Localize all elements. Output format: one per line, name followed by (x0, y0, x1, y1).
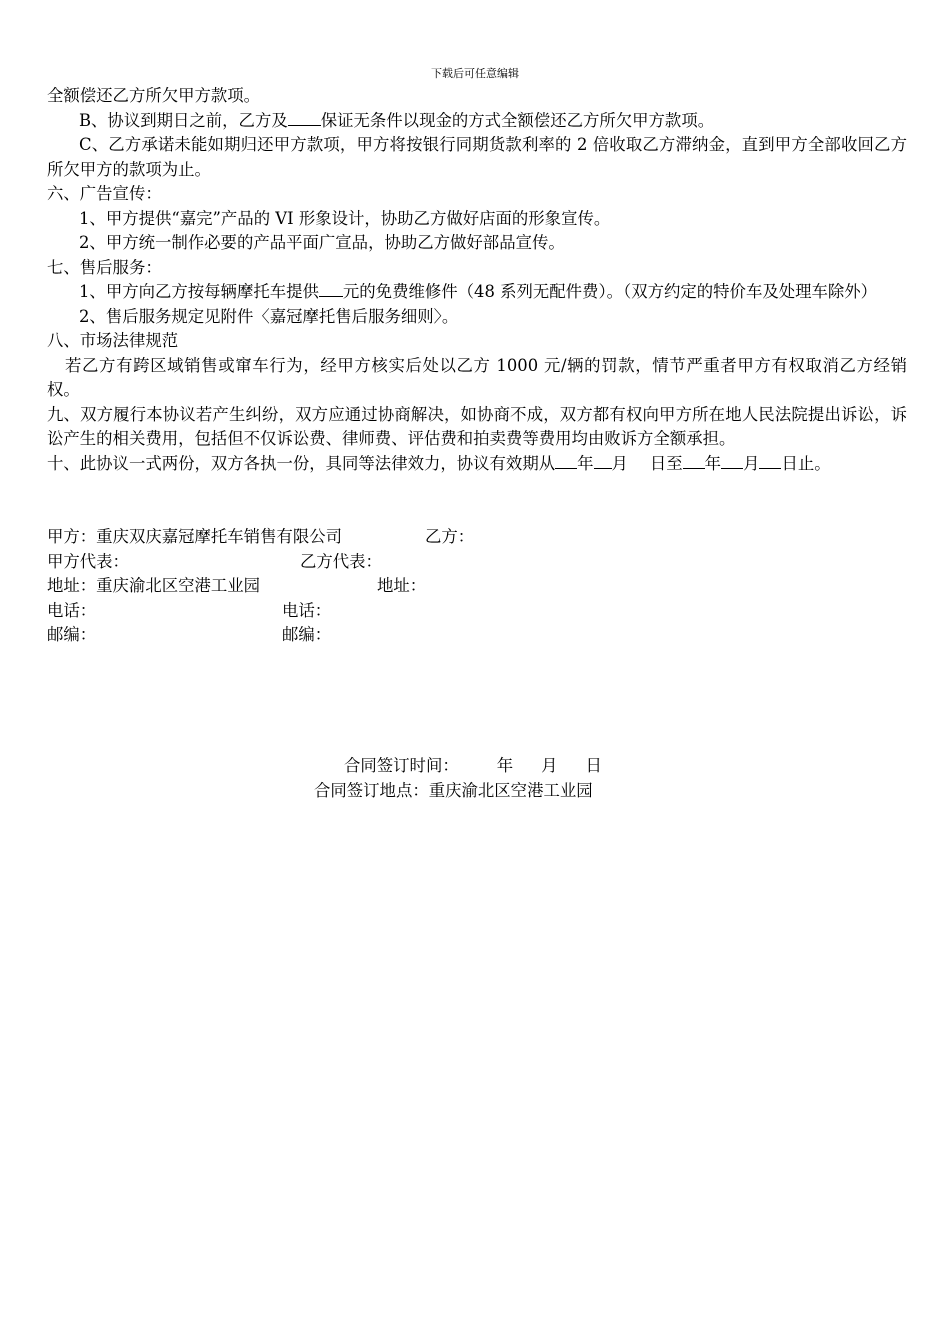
party-b-name: 乙方： (425, 527, 475, 546)
section-7-item-1-start: 1、甲方向乙方按每辆摩托车提供 (79, 282, 319, 301)
end-year-label: 年 (704, 453, 722, 473)
section-7-title: 七、售后服务： (47, 257, 162, 277)
signature-row-parties (47, 525, 907, 550)
signing-place: 合同签订地点：重庆渝北区空港工业园 (314, 780, 593, 800)
signature-row-address (47, 574, 907, 599)
section-8-title: 八、市场法律规范 (47, 331, 179, 350)
signature-row-phone (47, 599, 907, 624)
signing-year-label: 年 (496, 756, 514, 775)
party-b-zip: 邮编： (282, 625, 332, 644)
signing-time (0, 754, 950, 779)
blank-end-day (759, 452, 781, 469)
signing-day-label: 日 (585, 756, 602, 775)
party-b-address: 地址： (377, 576, 427, 595)
party-a-phone: 电话： (47, 600, 97, 620)
party-a-representative: 甲方代表： (47, 551, 129, 571)
section-10-text: 十、此协议一式两份，双方各执一份，具同等法律效力，协议有效期从 (47, 453, 556, 473)
clause-b (47, 109, 907, 134)
blank-end-month (721, 452, 743, 469)
clause-b-text-end: 保证无条件以现金的方式全额偿还乙方所欠甲方款项。 (320, 110, 715, 130)
signature-row-zip (47, 623, 907, 648)
start-month-label: 月 (611, 453, 628, 473)
blank-start-month (594, 452, 612, 469)
section-8-item-1: 若乙方有跨区域销售或窜车行为，经甲方核实后处以乙方 1000 元/辆的罚款，情节严重者甲方有权取消乙方经销权。 (47, 355, 907, 399)
paragraph-repay-full: 全额偿还乙方所欠甲方款项。 (47, 86, 261, 105)
section-7-item-1-end: 元的免费维修件（48 系列无配件费）。（双方约定的特价车及处理车除外） (342, 282, 878, 301)
header-note: 下载后可任意编辑 (431, 67, 519, 80)
signing-month-label: 月 (541, 756, 558, 775)
end-month-label: 月 (743, 453, 760, 473)
clause-b-text-start: B、协议到期日之前，乙方及 (79, 110, 288, 130)
section-6-item-2: 2、甲方统一制作必要的产品平面广宣品，协助乙方做好部品宣传。 (79, 233, 565, 252)
party-a-name: 甲方：重庆双庆嘉冠摩托车销售有限公司 (47, 527, 343, 546)
party-a-zip: 邮编： (47, 625, 97, 644)
spacer (47, 476, 907, 525)
start-day-label: 日至 (649, 453, 683, 473)
clause-c: C、乙方承诺未能如期归还甲方款项，甲方将按银行同期货款利率的 2 倍收取乙方滞纳金，直到甲方全部收回乙方所欠甲方的款项为止。 (47, 135, 907, 179)
party-a-address: 地址：重庆渝北区空港工业园 (47, 576, 261, 595)
party-b-representative: 乙方代表： (300, 551, 382, 571)
section-9: 九、双方履行本协议若产生纠纷，双方应通过协商解决，如协商不成，双方都有权向甲方所在地人民法院提出诉讼，诉讼产生的相关费用，包括但不仅诉讼费、律师费、评估费和拍卖费等费用均由败诉方全额承担。 (47, 404, 907, 448)
end-day-label: 日 (781, 453, 798, 473)
signature-row-representatives (47, 550, 907, 575)
blank-start-year (555, 452, 577, 469)
section-6-title: 六、广告宣传： (47, 184, 162, 203)
signing-time-label: 合同签订时间： (344, 756, 459, 775)
party-b-phone: 电话： (282, 600, 332, 620)
signing-info (0, 754, 950, 803)
section-6-item-1: 1、甲方提供“嘉完”产品的 VI 形象设计，协助乙方做好店面的形象宣传。 (79, 208, 611, 228)
start-year-label: 年 (577, 453, 594, 473)
section-7-item-2: 2、售后服务规定见附件〈嘉冠摩托售后服务细则〉。 (79, 306, 459, 326)
blank-end-year (683, 452, 705, 469)
blank-guarantor (288, 109, 321, 126)
blank-repair-amount (319, 280, 343, 297)
section-10-end: 止。 (797, 453, 831, 473)
section-10 (47, 452, 907, 477)
section-7-item-1 (47, 280, 907, 305)
contract-body (47, 84, 907, 648)
